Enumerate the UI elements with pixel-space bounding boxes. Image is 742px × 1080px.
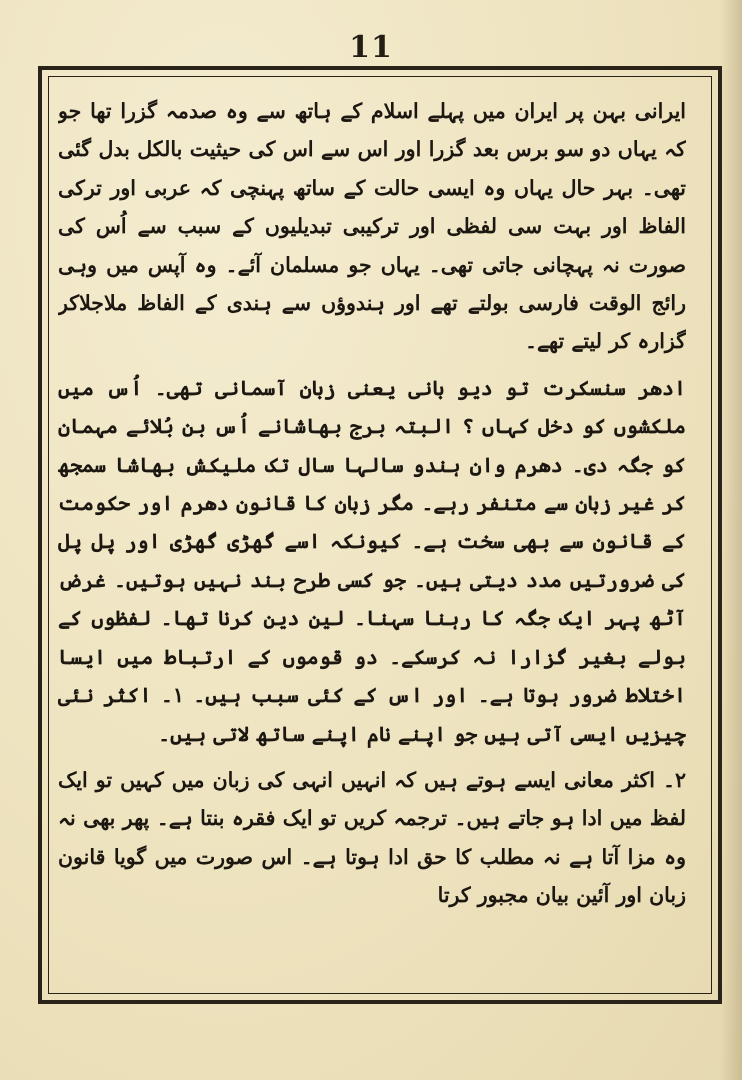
page-edge-shadow	[720, 0, 742, 1080]
paragraph-2: ادھر سنسکرت تو دیو بانی یعنی زبان آسمانی تھی۔ اُس میں ملکشوں کو دخل کہاں ؟ البتہ برج بھاشانے اُس بن بُلائے مہمان کو جگہ دی۔ دھرم وان ہندو سالہا سال تک ملیکش بھاشا سمجھ کر غیر زبان سے متنفر رہے۔ مگر زبان کا قانون دھرم اور حکومت کے قانون سے بھی سخت ہے۔ کیونکہ اسے گھڑی گھڑی اور پل پل کی ضرورتیں مدد دیتی ہیں۔ جو کسی طرح بند نہیں ہوتیں۔ غرض آٹھ پہر ایک جگہ کا رہنا سہنا۔ لین دین کرنا تھا۔ لفظوں کے بولے بغیر گزارا نہ کرسکے۔ دو قوموں کے ارتباط میں ایسا اختلاط ضرور ہوتا ہے۔ اور اس کے کئی سبب ہیں۔ ۱۔ اکثر نئی چیزیں ایسی آتی ہیں جو اپنے نام اپنے ساتھ لاتی ہیں۔	[58, 375, 686, 746]
body-text	[58, 92, 686, 988]
page-number: 11	[349, 30, 393, 65]
paragraph-1: ایرانی بہن پر ایران میں پہلے اسلام کے ہاتھ سے وہ صدمہ گزرا تھا جو کہ یہاں دو سو برس بعد گزرا اور اس سے اس کی حیثیت بالکل بدل گئی تھی۔ بہر حال یہاں وہ ایسی حالت کے ساتھ پہنچی کہ عربی اور ترکی الفاظ اور بہت سی لفظی اور ترکیبی تبدیلیوں کے سبب سے اُس کی صورت نہ پہچانی جاتی تھی۔ یہاں جو مسلمان آئے۔ وہ آپس میں وہی رائج الوقت فارسی بولتے تھے اور ہندوؤں سے ہندی کے الفاظ ملاجلاکر گزارہ کر لیتے تھے۔	[58, 99, 686, 354]
paragraph-3: ۲۔ اکثر معانی ایسے ہوتے ہیں کہ انہیں انہی کی زبان میں کہیں تو ایک لفظ میں ادا ہو جاتے ہیں۔ ترجمہ کریں تو ایک فقرہ بنتا ہے۔ پھر بھی نہ وہ مزا آتا ہے نہ مطلب کا حق ادا ہوتا ہے۔ اس صورت میں گویا قانون زبان اور آئین بیان مجبور کرتا	[58, 767, 686, 908]
